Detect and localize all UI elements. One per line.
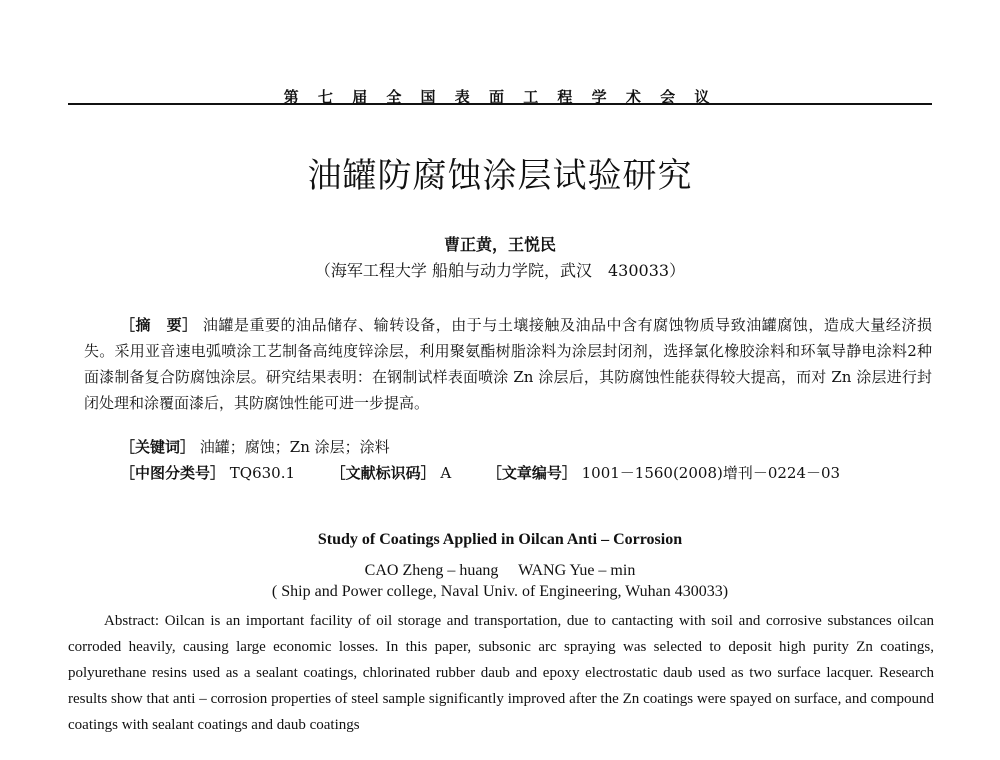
keywords-text: 油罐；腐蚀；Zn 涂层；涂料 <box>199 438 390 456</box>
doc-code-value: A <box>440 464 452 482</box>
keywords-label: ［关键词］ <box>120 438 196 456</box>
english-affiliation: ( Ship and Power college, Naval Univ. of Engineering, Wuhan 430033) <box>271 583 729 600</box>
affiliation: （海军工程大学 船舶与动力学院，武汉 430033） <box>314 261 686 280</box>
abstract-cn-text: 油罐是重要的油品储存、输转设备，由于与土壤接触及油品中含有腐蚀物质导致油罐腐蚀，造成大量经济损失。采用亚音速电弧喷涂工艺制备高纯度锌涂层，利用聚氨酯树脂涂料为涂层封闭剂，选择氯化橡胶涂料和环氧导静电涂料2种面漆制备复合防腐蚀涂层。研究结果表明：在钢制试样表面喷涂 Zn 涂层后，其防腐蚀性能获得较大提高，而对 Zn 涂层进行封闭处理和涂覆面漆后，其防腐蚀性能可进一步提高。 <box>84 316 932 412</box>
article-number-value: 1001－1560(2008)增刊－0224－03 <box>581 464 841 482</box>
english-authors: CAO Zheng – huang WANG Yue – min <box>364 562 636 579</box>
article-number-label: ［文章编号］ <box>486 464 577 482</box>
english-title: Study of Coatings Applied in Oilcan Anti – Corrosion <box>317 531 683 548</box>
clc-label: ［中图分类号］ <box>120 464 226 482</box>
abstract-cn <box>84 312 932 416</box>
paper-title: 油罐防腐蚀涂层试验研究 <box>307 156 693 196</box>
header-rule <box>68 103 932 105</box>
classification-line <box>120 462 840 483</box>
abstract-en-label: Abstract: <box>104 613 159 629</box>
authors: 曹正黄，王悦民 <box>443 235 556 254</box>
conference-header: 第 七 届 全 国 表 面 工 程 学 术 会 议 <box>283 88 717 106</box>
abstract-cn-label: ［摘 要］ <box>120 316 198 334</box>
abstract-en-text: Oilcan is an important facility of oil storage and transportation, due to cantacting with soil and corrosive substances oilcan corroded heavily, causing large economic losses. In this paper, subsonic arc spraying was selected to deposit high purity Zn coatings, polyurethane resins used as a sealant coatings, chlorinated rubber daub and epoxy electrostatic daub used as two surface lacquer. Research results show that anti – corrosion properties of steel sample significantly improved after the Zn coatings were spayed on surface, and compound coatings with sealant coatings and daub coatings <box>68 613 935 733</box>
clc-value: TQ630.1 <box>229 464 296 482</box>
abstract-en <box>68 608 934 738</box>
doc-code-label: ［文献标识码］ <box>330 464 436 482</box>
keywords <box>120 436 390 457</box>
